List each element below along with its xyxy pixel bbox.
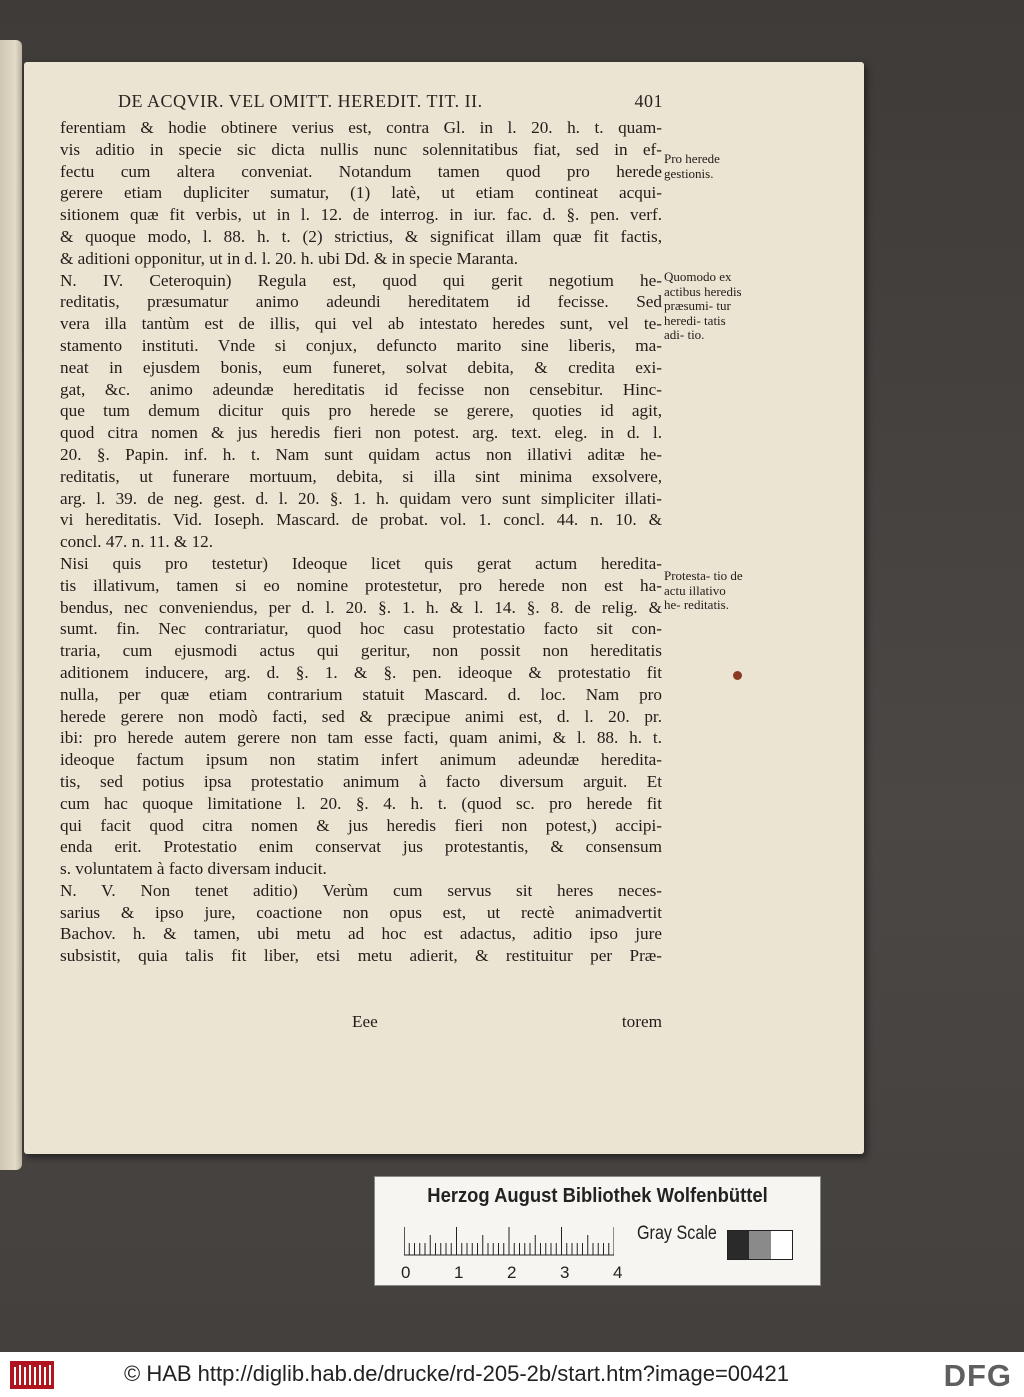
library-name: Herzog August Bibliothek Wolfenbüttel xyxy=(427,1185,768,1207)
text-line: reditatis, ut funerare mortuum, debita, si illa sint minima exsolvere, xyxy=(60,466,662,486)
text-line: 20. §. Papin. inf. h. t. Nam sunt quidam actus non illativi aditæ he- xyxy=(60,444,662,464)
text-line: vera illa tantùm est de illis, qui vel ab intestato heredes sunt, vel te- xyxy=(60,314,662,334)
text-line: quod citra nomen & jus heredis fieri non potest. arg. text. eleg. in d. l. xyxy=(60,423,662,443)
text-line: sitionem quæ fit verbis, ut in l. 12. de interrog. in iur. fac. d. §. pen. verf. xyxy=(60,205,662,225)
text-line: aditionem inducere, arg. d. §. 1. & §. pen. ideoque & protestatio fit xyxy=(60,662,662,682)
signature-mark: Eee xyxy=(352,1012,378,1031)
text-line: traria, cum ejusmodi actus qui geritur, non possit non hereditatis xyxy=(60,641,662,661)
text-line: nulla, per quæ etiam contrarium statuit Mascard. d. loc. Nam pro xyxy=(60,684,662,704)
gray-scale-label: Gray Scale xyxy=(637,1223,717,1244)
text-line: s. voluntatem à facto diversam inducit. xyxy=(60,859,327,879)
ruler-number: 2 xyxy=(507,1263,517,1282)
text-line: enda erit. Protestatio enim conservat jus protestantis, & consensum xyxy=(60,837,662,857)
text-line: vi hereditatis. Vid. Ioseph. Mascard. de probat. vol. 1. concl. 44. n. 10. & xyxy=(60,510,662,530)
page-number: 401 xyxy=(634,91,663,111)
text-line: N. IV. Ceteroquin) Regula est, quod qui gerit negotium he- xyxy=(60,270,662,290)
text-line: sarius & ipso jure, coactione non opus est, ut rectè animadvertit xyxy=(60,902,662,922)
ruler-number: 0 xyxy=(401,1263,411,1282)
facing-page-edge xyxy=(0,40,22,1170)
text-line: Bachov. h. & tamen, ubi metu ad hoc est adactus, aditio ipso jure xyxy=(60,924,662,944)
library-color-card xyxy=(374,1176,821,1286)
text-line: reditatis, præsumatur animo adeundi hereditatem id fecisse. Sed xyxy=(60,292,662,312)
gray-swatch xyxy=(728,1231,749,1259)
ruler-number: 1 xyxy=(454,1263,464,1282)
text-line: Nisi quis pro testetur) Ideoque licet quis gerat actum heredita- xyxy=(60,553,662,573)
ink-stain xyxy=(733,671,742,680)
viewer-footer xyxy=(0,1352,1024,1397)
catchword: torem xyxy=(621,1012,662,1031)
running-title: DE ACQVIR. VEL OMITT. HEREDIT. TIT. II. xyxy=(118,91,483,111)
text-line: stamento instituti. Vnde si conjux, defuncto marito sine liberis, ma- xyxy=(60,335,662,355)
text-line: gat, &c. animo adeundæ hereditatis id fecisse non censebitur. Hinc- xyxy=(60,379,662,399)
text-line: subsistit, quia talis fit liber, etsi metu adierit, & restituitur per Præ- xyxy=(60,946,662,966)
gray-swatch xyxy=(771,1231,792,1259)
text-line: tis illativum, tamen si eo nomine protestetur, pro herede non est ha- xyxy=(60,575,662,595)
text-line: qui facit quod citra nomen & jus heredis fieri non potest,) accipi- xyxy=(60,815,662,835)
text-line: N. V. Non tenet aditio) Verùm cum servus sit heres neces- xyxy=(60,880,662,900)
text-line: & quoque modo, l. 88. h. t. (2) strictius, & significat illam quæ fit factis, xyxy=(60,226,662,246)
text-line: ferentiam & hodie obtinere verius est, contra Gl. in l. 20. h. t. quam- xyxy=(60,118,662,137)
ruler-scale xyxy=(404,1225,614,1265)
text-line: ideoque factum ipsum non statim infert animum adeundæ heredita- xyxy=(60,750,662,770)
dfg-logo: DFG xyxy=(943,1358,1012,1393)
text-line: herede gerere non modò facti, sed & præcipue animi est, d. l. 20. pr. xyxy=(60,706,662,726)
gray-swatch xyxy=(749,1231,770,1259)
hab-logo-icon xyxy=(10,1361,54,1389)
gray-scale-swatches xyxy=(727,1230,793,1260)
margin-note-3: Protesta- tio de actu illativo he- reditatis. xyxy=(664,568,743,612)
text-line: bendus, nec conveniendus, per d. l. 20. §. 1. h. & l. 14. §. 8. de relig. & xyxy=(60,597,662,617)
text-line: arg. l. 39. de neg. gest. d. l. 20. §. 1. h. quidam vero sunt simpliciter illati- xyxy=(60,488,662,508)
text-line: gerere etiam dupliciter sumatur, (1) latè, ut etiam contineat acqui- xyxy=(60,183,662,203)
ruler-number: 3 xyxy=(560,1263,570,1282)
text-line: concl. 47. n. 11. & 12. xyxy=(60,532,214,552)
copyright-link[interactable]: © HAB http://diglib.hab.de/drucke/rd-205-2b/start.htm?image=00421 xyxy=(124,1361,789,1386)
text-line: que tum demum dicitur quis pro herede se gerere, quoties id agit, xyxy=(60,401,662,421)
text-line: neat in ejusdem bonis, eum funeret, solvat debita, & credita exi- xyxy=(60,357,662,377)
text-line: sumt. fin. Nec contrariatur, quod hoc casu protestatio facto sit con- xyxy=(60,619,662,639)
text-line: fectu cum altera conveniat. Notandum tamen quod pro herede xyxy=(60,161,662,181)
running-head xyxy=(118,91,663,112)
margin-note-2: Quomodo ex actibus heredis præsumi- tur heredi- tatis adi- tio. xyxy=(664,269,742,342)
text-line: ibi: pro herede autem gerere non tam esse facti, quam animi, & l. 88. h. t. xyxy=(60,728,662,748)
margin-note-1: Pro herede gestionis. xyxy=(664,151,720,181)
ruler-number: 4 xyxy=(613,1263,623,1282)
text-line: cum hac quoque limitatione l. 20. §. 4. h. t. (quod sc. pro herede fit xyxy=(60,793,662,813)
text-line: & aditioni opponitur, ut in d. l. 20. h. ubi Dd. & in specie Maranta. xyxy=(60,248,519,268)
text-line: tis, sed potius ipsa protestatio animum à facto diversum arguit. Et xyxy=(60,771,662,791)
text-line: vis aditio in specie sic dicta nullis nunc solennitatibus fiat, sed in ef- xyxy=(60,139,662,159)
main-text-block xyxy=(60,117,662,967)
